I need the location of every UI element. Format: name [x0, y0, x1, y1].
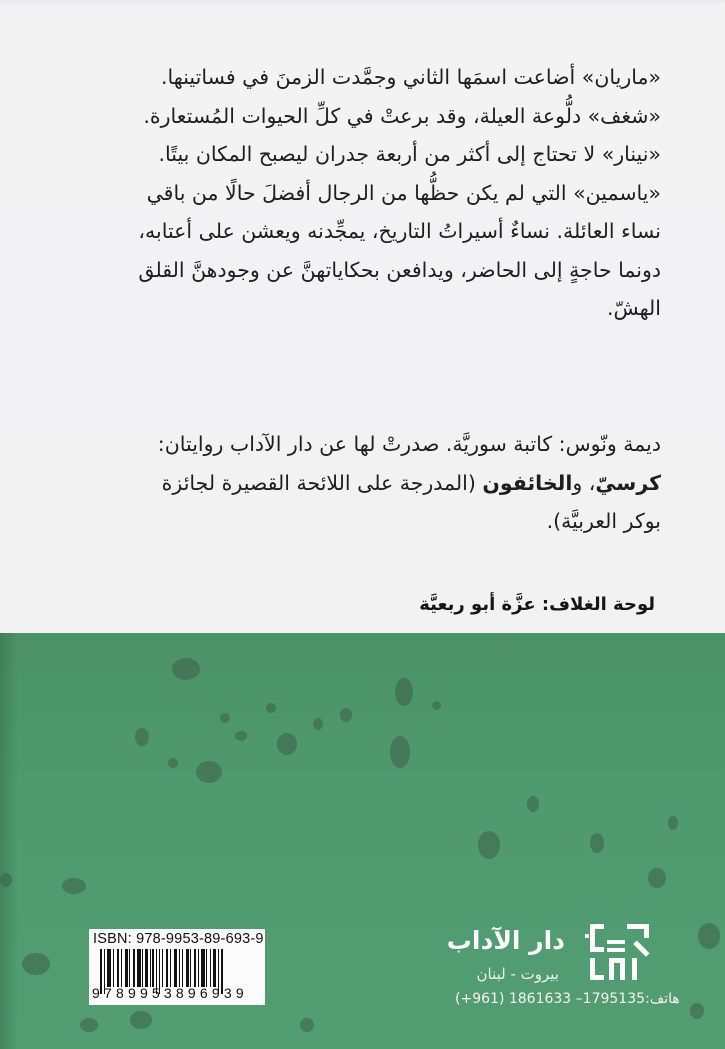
paint-spot	[130, 1011, 152, 1029]
paint-spot	[313, 718, 323, 730]
bio-line	[61, 464, 661, 503]
blurb-line: نساء العائلة. نساءٌ أسيراتُ التاريخ، يمجِّدنه ويعشن على أعتابه،	[138, 219, 661, 243]
isbn-digits: 9789953896939	[92, 985, 248, 1001]
isbn-barcode	[89, 929, 265, 1005]
paint-spot	[390, 736, 410, 768]
paint-spot	[590, 833, 604, 853]
blurb-line: «ماريان» أضاعت اسمَها الثاني وجمَّدت الزمنَ في فساتينها.	[161, 65, 661, 89]
isbn-label: ISBN: 978-9953-89-693-9	[93, 931, 264, 947]
paint-spot	[668, 816, 678, 830]
dar-al-adab-logo-icon	[585, 920, 655, 990]
publisher-city: بيروت - لبنان	[476, 965, 559, 983]
book-title: كرسيّ	[595, 470, 661, 495]
paint-spot	[698, 923, 720, 949]
paint-spot	[277, 733, 297, 755]
paint-spot	[235, 731, 247, 741]
paint-spot	[300, 1018, 314, 1032]
cover-art-credit: لوحة الغلاف: عزَّة أبو ربعيَّة	[419, 594, 655, 615]
bio-line: ديمة ونّوس: كاتبة سوريَّة. صدرتْ لها عن دار الآداب روايتان:	[157, 432, 661, 456]
paint-spot	[135, 728, 149, 746]
blurb-line: «نينار» لا تحتاج إلى أكثر من أربعة جدران ليصبح المكان بيتًا.	[158, 142, 661, 166]
author-bio	[61, 425, 661, 541]
paint-spot	[172, 658, 200, 680]
paint-spot	[220, 713, 230, 723]
book-title: الخائفون	[482, 470, 573, 495]
paint-spot	[0, 873, 12, 887]
blurb-line: «ياسمين» التي لم يكن حظُّها من الرجال أفضلَ حالًا من باقي	[146, 180, 661, 205]
paint-spot	[527, 796, 539, 812]
paint-spot	[432, 701, 441, 710]
paint-spot	[168, 758, 178, 768]
publisher-phone: هاتف:1795135– 1861633 (961+)	[455, 991, 680, 1007]
paint-spot	[22, 953, 50, 975]
blurb-line: دونما حاجةٍ إلى الحاضر، ويدافعن بحكاياتهنَّ عن وجودهنَّ القلق	[138, 257, 661, 282]
paint-spot	[340, 708, 352, 722]
bio-text: (المدرجة على اللائحة القصيرة لجائزة	[161, 470, 483, 495]
publisher-name: دار الآداب	[446, 926, 565, 955]
bio-line: بوكر العربيَّة).	[546, 509, 661, 533]
paint-spot	[62, 878, 86, 894]
paint-spot	[266, 703, 276, 713]
paint-spot	[395, 678, 413, 706]
conjunction: ، و	[572, 470, 596, 495]
paint-spot	[690, 1003, 704, 1019]
paint-spot	[648, 868, 666, 888]
blurb-line: الهشّ.	[606, 296, 661, 320]
paint-spot	[478, 831, 500, 859]
blurb-text	[61, 58, 661, 328]
edge-shadow	[0, 633, 18, 1049]
paint-spot	[196, 761, 222, 783]
paint-spot	[80, 1018, 98, 1032]
blurb-line: «شغف» دلُّوعة العيلة، وقد برعتْ في كلِّ الحيوات المُستعارة.	[143, 103, 661, 128]
